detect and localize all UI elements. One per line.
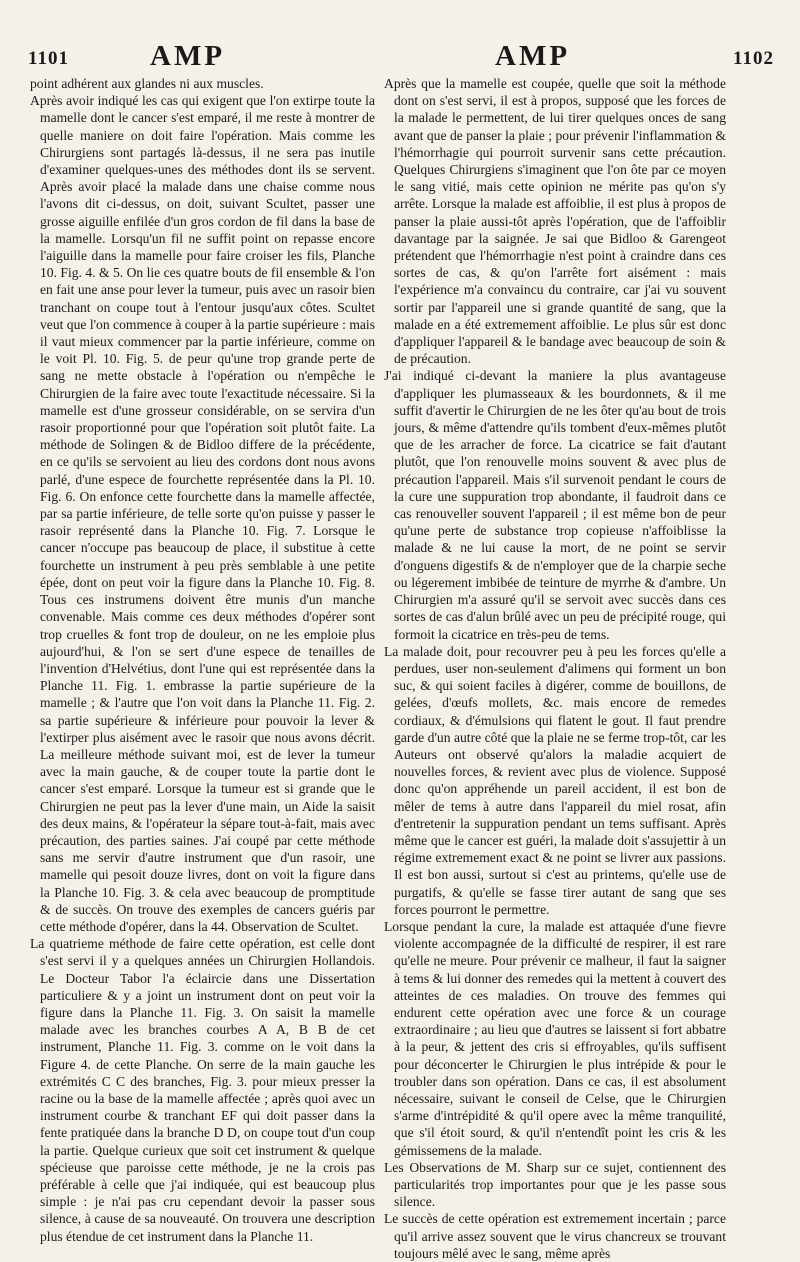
paragraph: Le succès de cette opération est extremement incertain ; parce qu'il arrive assez souvent que le virus chancreux se trouvant toujours mêlé avec le sang, même après (384, 1211, 726, 1261)
paragraph: La quatrieme méthode de faire cette opération, est celle dont s'est servi il y a quelques années un Chirurgien Hollandois. Le Docteur Tabor l'a éclaircie dans une Dissertation particuliere & y a joint un instrument dont on peut voir la figure dans la Planche 11. Fig. 3. On saisit la mamelle malade avec les branches courbes A A, B B de cet instrument, Planche 11. Fig. 3. comme on le voit dans la Figure 4. de cette Planche. On serre de la main gauche les extrémités C C des branches, Fig. 3. pour mieux presser la racine ou la base de la mamelle affectée ; après quoi avec un instrument courbe & tranchant EF qui doit passer dans la fente pratiquée dans la branche D D, on coupe tout d'un coup la partie. Quelque curieux que soit cet instrument & quelque spécieuse que paroisse cette méthode, je ne la crois pas préférable à celle que j'ai indiquée, qui est beaucoup plus simple : je n'ai pas cru cependant devoir la passer sous silence, à cause de sa nouveauté. On trouvera une description plus étendue de cet instrument dans la Planche 11. (30, 936, 375, 1244)
paragraph: Les Observations de M. Sharp sur ce sujet, contiennent des particularités trop importantes pour que je les passe sous silence. (384, 1159, 726, 1210)
right-column (384, 75, 726, 1261)
page-number-left: 1101 (28, 48, 69, 69)
page-number-right: 1102 (733, 48, 774, 69)
paragraph: Lorsque pendant la cure, la malade est attaquée d'une fievre violente accompagnée de la difficulté de respirer, il est rare qu'elle ne meure. Pour prévenir ce malheur, il faut la saigner à tems & lui donner des remedes qui la mettent à couvert des atteintes de ces maladies. On trouve des femmes qui endurent cette opération avec une force & un courage extraordinaire ; au lieu que d'autres se laissent si fort abbatre à la peur, & jettent des cris si effroyables, qu'ils suffisent pour déconcerter le Chirurgien le plus intrépide & pour le troubler dans son opération. Dans ce cas, il est absolument nécessaire, suivant le conseil de Celse, que le Chirurgien s'arme d'intrépidité & qu'il opere avec la même tranquilité, que s'il étoit sourd, & qu'il n'entendît point les cris & les gémissemens de la malade. (384, 918, 726, 1158)
paragraph: La malade doit, pour recouvrer peu à peu les forces qu'elle a perdues, user non-seulement d'alimens qui forment un bon suc, & qui soient faciles à digérer, comme de bouillons, de gelées, d'œufs mollets, &c. mais encore de remedes cordiaux, & d'émulsions qui flatent le gout. Il faut prendre garde d'un autre côté que la plaie ne se ferme trop-tôt, car les Auteurs ont observé qu'alors la maladie acquiert de nouvelles forces, & revient avec plus de violence. Supposé donc qu'on appréhende un pareil accident, il est bon de mêler de tems à autre dans l'appareil du miel rosat, afin d'entretenir la suppuration pendant un tems suffisant. Après même que le cancer est guéri, la malade doit s'assujettir à un régime extremement exact & ne point se livrer aux passions. Il est bon aussi, surtout si c'est au printems, qu'elle use de purgatifs, & qu'elle se fasse tirer autant de sang que ses forces pourront le permettre. (384, 643, 726, 917)
running-head-left: AMP (150, 40, 226, 72)
paragraph: point adhérent aux glandes ni aux muscles. (30, 76, 264, 91)
paragraph: Après que la mamelle est coupée, quelle que soit la méthode dont on s'est servi, il est à propos, supposé que les forces de la malade le permettent, de lui tirer quelques onces de sang avant que de panser la plaie ; pour prévenir l'inflammation & l'hémorrhagie qui pourroit survenir sans cette précaution. Quelques Chirurgiens s'imaginent que l'on ôte par ce moyen le sang vitié, mais cette opinion ne mérite pas qu'on s'y arrête. Lorsque la malade est affoiblie, il est plus à propos de panser la plaie aussi-tôt après l'opération, que de l'affoiblir davantage par la saignée. Je sai que Bidloo & Garengeot prétendent que l'hémorrhagie n'est point à craindre dans ces sortes de cas, & qu'on l'arrête fort aisément : mais l'expérience m'a convaincu du contraire, car j'ai vu souvent sortir par l'appareil une si grande quantité de sang, que la malade en a été extremement affoiblie. Le plus sûr est donc d'appliquer l'appareil & le bandage avec beaucoup de soin & de précaution. (384, 76, 726, 367)
paragraph: Après avoir indiqué les cas qui exigent que l'on extirpe toute la mamelle dont le cancer s'est emparé, il me reste à montrer de quelle maniere on doit faire l'opération. Mais comme les Chirurgiens sont partagés là-dessus, il ne sera pas inutile d'examiner quelques-unes des méthodes dont ils se servent. Après avoir placé la malade dans une chaise comme nous l'avons dit ci-dessus, on doit, suivant Scultet, passer une grosse aiguille enfilée d'un gros cordon de fil dans la base de la mamelle. Lorsqu'un fil ne suffit point on repasse encore l'aiguille dans la mamelle pour faire croiser les fils, Planche 10. Fig. 4. & 5. On lie ces quatre bouts de fil ensemble & l'on en fait une anse pour lever la tumeur, puis avec un rasoir bien tranchant on coupe tout à l'entour jusqu'aux côtes. Scultet veut que l'on commence à couper à la partie supérieure : mais il vaut mieux commencer par la partie inférieure, comme on le voit Pl. 10. Fig. 5. de peur qu'une trop grande perte de sang ne mette obstacle à l'opération ou n'empêche le Chirurgien de la faire avec toute l'exactitude nécessaire. Si la mamelle est d'une grosseur considérable, on se servira d'un rasoir proportionné pour que l'opération soit plutôt faite. La méthode de Solingen & de Bidloo differe de la précédente, en ce qu'ils se servoient au lieu des cordons dont nous avons parlé, d'une espece de fourchette représentée dans la Pl. 10. Fig. 6. On enfonce cette fourchette dans la mamelle affectée, par sa partie inférieure, de telle sorte qu'on puisse y passer le rasoir représenté dans la Planche 10. Fig. 7. Lorsque le cancer n'occupe pas beaucoup de place, il substitue à cette fourchette un instrument à peu près semblable à une petite épée, dont on peut voir la figure dans la Planche 10. Fig. 8. Tous ces instrumens doivent être munis d'un manche convenable. Mais comme ces deux méthodes d'opérer sont trop cruelles & font trop de douleur, on ne les emploie plus aujourd'hui, & l'on se sert d'une espece de tenailles de l'invention d'Helvétius, dont l'une qui est représentée dans la Planche 11. Fig. 1. embrasse la partie supérieure de la mamelle ; & l'autre que l'on voit dans la Planche 11. Fig. 2. sa partie supérieure & inférieure pour pouvoir la lever & l'extirper plus aisément avec le rasoir que nous avons décrit. La meilleure méthode suivant moi, est de lever la tumeur avec la main gauche, & de couper toute la partie dont le cancer s'est emparé. Lorsque la tumeur est si grande que le Chirurgien ne peut pas la lever d'une main, un Aide la saisit des deux mains, & l'opérateur la sépare tout-à-fait, mais avec précaution, des parties saines. J'ai coupé par cette méthode sans me servir d'autre instrument que d'un rasoir, une mamelle qui pesoit douze livres, dont on voit la figure dans la Planche 10. Fig. 3. & cela avec beaucoup de promptitude & de succès. On trouve des exemples de cancers guéris par cette méthode d'opérer, dans la 44. Observation de Scultet. (30, 93, 375, 934)
running-head-right: AMP (495, 40, 571, 72)
left-column (30, 75, 375, 1245)
page-header (0, 40, 800, 74)
paragraph: J'ai indiqué ci-devant la maniere la plus avantageuse d'appliquer les plumasseaux & les bourdonnets, & il me suffit d'avertir le Chirurgien de ne les ôter qu'au bout de trois jours, & même d'attendre qu'ils tombent d'eux-mêmes plutôt que de les arracher de force. La cicatrice se fait d'autant plutôt, que l'on renouvelle moins souvent & avec plus de précaution l'appareil. Mais s'il survenoit pendant le cours de la cure une suppuration trop abondante, il faudroit dans ce cas renouveller souvent l'appareil ; il est même bon de peur qu'une perte de substance trop copieuse n'affoiblisse la malade & ne lui cause la mort, de ne point se servir d'onguens digestifs & de n'employer que de la charpie seche ou légerement imbibée de teinture de myrrhe & d'ambre. Un Chirurgien m'a assuré qu'il se servoit avec succès dans ces sortes de cas d'alun brûlé avec un peu de précipité rouge, qui formoit la cicatrice en très-peu de tems. (384, 368, 726, 642)
